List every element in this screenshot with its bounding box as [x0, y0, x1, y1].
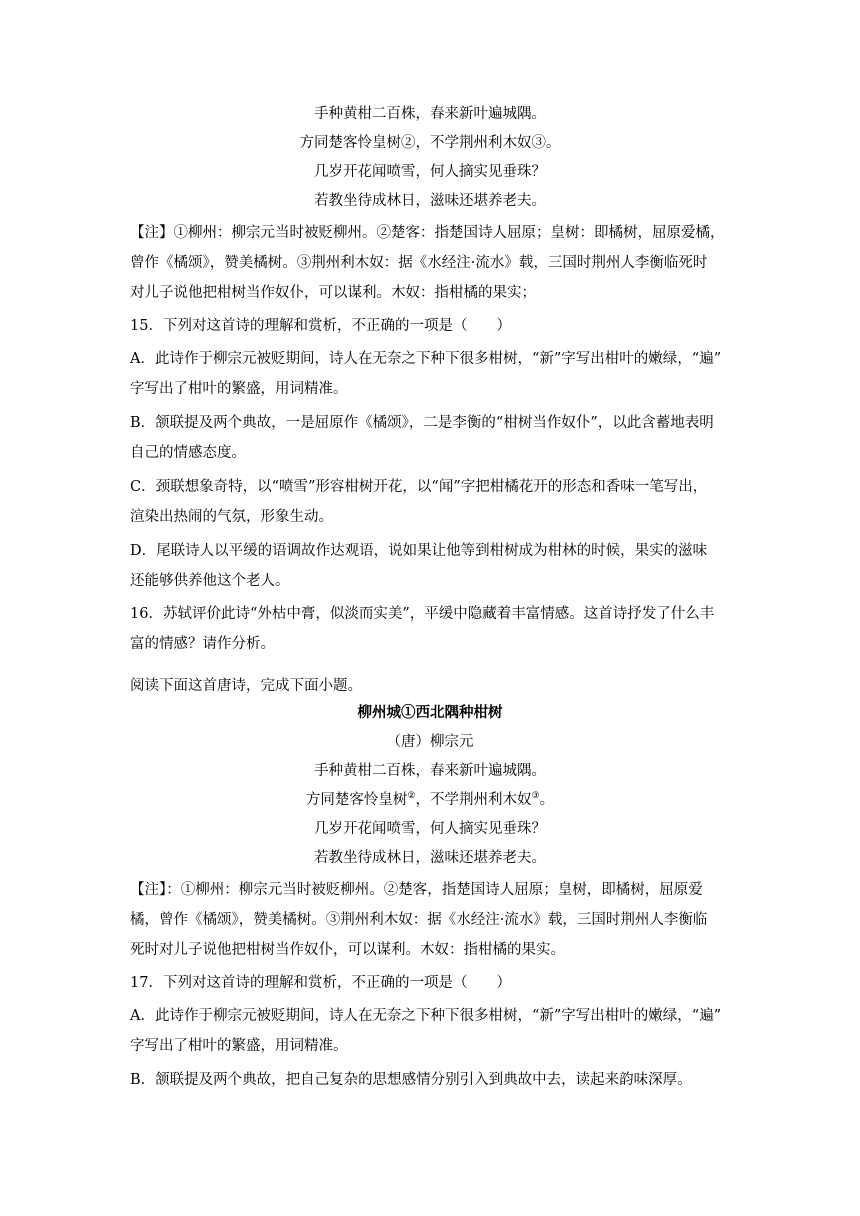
poem2-line-1: 手种黄柑二百株，春来新叶遍城隅。	[314, 763, 546, 779]
q15-option-line: 字写出了柑叶的繁盛，用词精准。	[130, 381, 348, 397]
q17-option-line: A．此诗作于柳宗元被贬期间，诗人在无奈之下种下很多柑树，“新”字写出柑叶的嫩绿，“遍”	[130, 1008, 722, 1024]
poem1-line-1: 手种黄柑二百株，春来新叶遍城隅。	[314, 106, 546, 122]
q15-option-line: D．尾联诗人以平缓的语调故作达观语，说如果让他等到柑树成为柑林的时候，果实的滋味	[130, 543, 708, 559]
q15-option-line: 自己的情感态度。	[130, 445, 246, 461]
footnote-marker-3: ③	[531, 791, 540, 802]
q15-option-line: 渲染出热闹的气氛，形象生动。	[130, 509, 333, 525]
poem1-note-line-2: 曾作《橘颂》，赞美橘树。③荆州利木奴：据《水经注·流水》载，三国时荆州人李衡临死时	[130, 255, 708, 271]
q17-option-line: B．颔联提及两个典故，把自己复杂的思想感情分别引入到典故中去，读起来韵味深厚。	[130, 1072, 692, 1088]
q16-line-1: 16．苏轼评价此诗“外枯中膏，似淡而实美”，平缓中隐藏着丰富情感。这首诗抒发了什么丰	[130, 606, 715, 622]
footnote-marker-2: ②	[407, 791, 416, 802]
q15-option-line: C．颈联想象奇特，以“喷雪”形容柑树开花，以“闻”字把柑橘花开的形态和香味一笔写出，	[130, 479, 708, 495]
poem2-note-line-1: 【注】：①柳州：柳宗元当时被贬柳州。②楚客，指楚国诗人屈原；皇树，即橘树，屈原爱	[130, 882, 703, 898]
poem1-line-4: 若教坐待成林日，滋味还堪养老夫。	[314, 193, 546, 209]
poem2-author: （唐）柳宗元	[386, 734, 474, 750]
q17-option-line: 字写出了柑叶的繁盛，用词精准。	[130, 1038, 348, 1054]
q15-option-line: B．颔联提及两个典故，一是屈原作《橘颂》，二是李衡的“柑树当作奴仆”，以此含蓄地表明	[130, 415, 714, 431]
poem1-note-line-3: 对儿子说他把柑树当作奴仆，可以谋利。木奴：指柑橘的果实；	[130, 285, 536, 301]
q17-stem: 17．下列对这首诗的理解和赏析，不正确的一项是（ ）	[130, 975, 511, 991]
poem2-note-line-3: 死时对儿子说他把柑树当作奴仆，可以谋利。木奴：指柑橘的果实。	[130, 942, 565, 958]
q16-line-2: 富的情感？请作分析。	[130, 636, 275, 652]
poem2-line-3: 几岁开花闻喷雪，何人摘实见垂珠？	[314, 821, 546, 837]
poem2-line-2-part-c: 。	[539, 792, 555, 808]
poem2-line-2	[0, 790, 860, 810]
q15-stem: 15．下列对这首诗的理解和赏析，不正确的一项是（ ）	[130, 318, 511, 334]
poem2-line-4: 若教坐待成林日，滋味还堪养老夫。	[314, 850, 546, 866]
section2-instruction: 阅读下面这首唐诗，完成下面小题。	[130, 678, 362, 694]
poem1-line-2: 方同楚客怜皇树②，不学荆州利木奴③。	[299, 135, 561, 151]
q15-option-line: 还能够供养他这个老人。	[130, 573, 290, 589]
poem1-line-3: 几岁开花闻喷雪，何人摘实见垂珠？	[314, 164, 546, 180]
poem2-title: 柳州城①西北隅种柑树	[357, 704, 503, 721]
poem2-line-2-part-b: ，不学荆州利木奴	[415, 792, 532, 808]
poem2-line-2-part-a: 方同楚客怜皇树	[305, 792, 408, 808]
poem1-note-line-1: 【注】①柳州：柳宗元当时被贬柳州。②楚客：指楚国诗人屈原；皇树：即橘树，屈原爱橘，	[130, 225, 725, 241]
poem2-note-line-2: 橘，曾作《橘颂》，赞美橘树。③荆州利木奴：据《水经注·流水》载，三国时荆州人李衡临	[130, 912, 708, 928]
q15-option-line: A．此诗作于柳宗元被贬期间，诗人在无奈之下种下很多柑树，“新”字写出柑叶的嫩绿，“遍”	[130, 351, 722, 367]
